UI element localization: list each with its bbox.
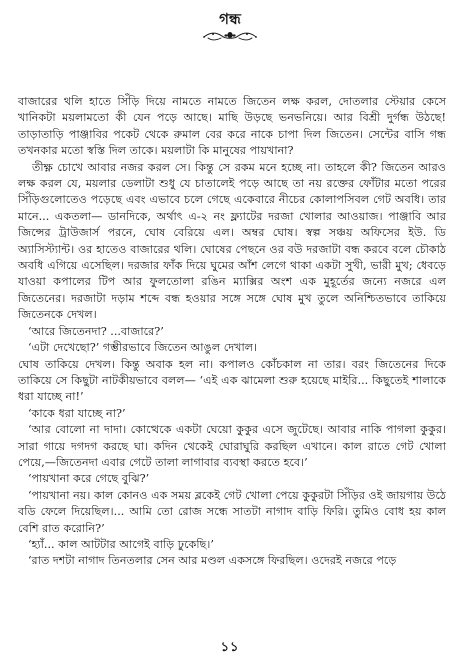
dialogue-line: ‘কাকে ধরা যাচ্ছে না?’ — [28, 406, 126, 420]
dialogue-line: ‘পায়খানা নয়। কাল কোনও এক সময় ব্লকেই গেট খোলা পেয়ে কুকুরটা সিঁড়ির ওই জায়গায় উঠে বডি ফেলে দিয়েছিল।... আমি তো রোজ সন্ধে সাতটা নাগাদ বাড়ি ফিরি। তুমিও বোধ হয় কাল বেশি রাত করোনি?’ — [18, 488, 446, 535]
dialogue-line: ‘আর বোলো না দাদা। কোত্থেকে একটা ঘেয়ো কুকুর এসে জুটেছে। আবার নাকি পাগলা কুকুর। সারা গায়ে দগদগ করছে ঘা। কদিন থেকেই ঘোরাঘুরি করছিল এখানে। কাল রাতে গেট খোলা পেয়ে,—জিতেনদা এবার গেটে তালা লাগাবার ব্যবস্থা করতে হবে।’ — [18, 423, 446, 469]
dialogue-line: ‘পায়খানা করে গেছে বুঝি?’ — [28, 472, 150, 486]
paragraph: ঘোষ তাকিয়ে দেখল। কিন্তু অবাক হল না। কপালও কোঁচকাল না তার। বরং জিতেনের দিকে তাকিয়ে সে কিছুটা নাটকীয়ভাবে বলল— ‘এই এক ঝামেলা শুরু হয়েছে মাইরি... কিছুতেই শালাকে ধরা যাচ্ছে না!’ — [18, 357, 446, 404]
story-body — [18, 94, 446, 570]
dialogue-line: ‘আরে জিতেনদা? ...বাজারে?’ — [28, 324, 164, 338]
chapter-header — [0, 10, 460, 43]
dialogue-line: ‘রাত দশটা নাগাদ তিনতলার সেন আর মণ্ডল একসঙ্গে ফিরছিল। ওদেরই নজরে পড়ে — [28, 554, 397, 568]
dialogue-line: ‘হ্যাঁ... কাল আটটার আগেই বাড়ি ঢুকেছি।’ — [28, 537, 214, 551]
paragraph: তীক্ষ্ণ চোখে আবার নজর করল সে। কিন্তু সে রকম মনে হচ্ছে না। তাহলে কী? জিতেন আরও লক্ষ করল যে, ময়লার ডেলাটা শুধু যে চাতালেই পড়ে আছে তা নয় রক্তের ফোঁটার মতো পরের সিঁড়িগুলোতেও পড়েছে এবং এভাবে চলে গেছে একেবারে নীচের কোলাপসিবল গেট অবধি। তার মানে... একতলা— ডানদিকে, অর্থাৎ এ-২ নং ফ্ল্যাটের দরজা খোলার আওয়াজ। পাঞ্জাবি আর জিন্সের ট্রাউজার্স পরনে, ঘোষ বেরিয়ে এল। অম্বর ঘোষ। স্বল্প সঞ্চয় অফিসের ইউ. ডি অ্যাসিস্ট্যান্ট। ওর হাতেও বাজারের থলি। ঘোষের পেছনে ওর বউ দরজাটা বন্ধ করবে বলে চৌকাঠ অবধি এগিয়ে এসেছিল। দরজার ফাঁক দিয়ে ঘুমের আঁশ লেগে থাকা একটা সুখী, ভারী মুখ; ধেবড়ে যাওয়া কপালের টিপ আর ফুলতোলা রঙিন ম্যাক্সির অংশ এক মুহূর্তের জন্যে নজরে এল জিতেনের। দরজাটা দড়াম শব্দে বন্ধ হওয়ার সঙ্গে সঙ্গে ঘোষ মুখ তুলে অনিশ্চিতভাবে তাকিয়ে জিতেনকে দেখল। — [18, 160, 446, 322]
page-number: ১১ — [220, 640, 240, 655]
dialogue-line: ‘এটা দেখেছো?’ গম্ভীরভাবে জিতেন আঙুল দেখাল। — [28, 341, 258, 355]
chapter-title: গন্ধ — [219, 10, 241, 28]
floral-ornament-icon — [200, 29, 260, 43]
paragraph: বাজারের থলি হাতে সিঁড়ি দিয়ে নামতে নামতে জিতেন লক্ষ করল, দোতলার স্টেয়ার কেসে খানিকটা ময়লামতো কী যেন পড়ে আছে। মাছি উড়ছে ভনভনিয়ে। আর বিশ্রী দুর্গন্ধ উঠছে! তাড়াতাড়ি পাঞ্জাবির পকেট থেকে রুমাল বের করে নাকে চাপা দিল জিতেন। সেন্টের বাসি গন্ধ তখনকার মতো স্বস্তি দিল তাকে। ময়লাটা কি মানুষের পায়খানা? — [18, 95, 446, 158]
